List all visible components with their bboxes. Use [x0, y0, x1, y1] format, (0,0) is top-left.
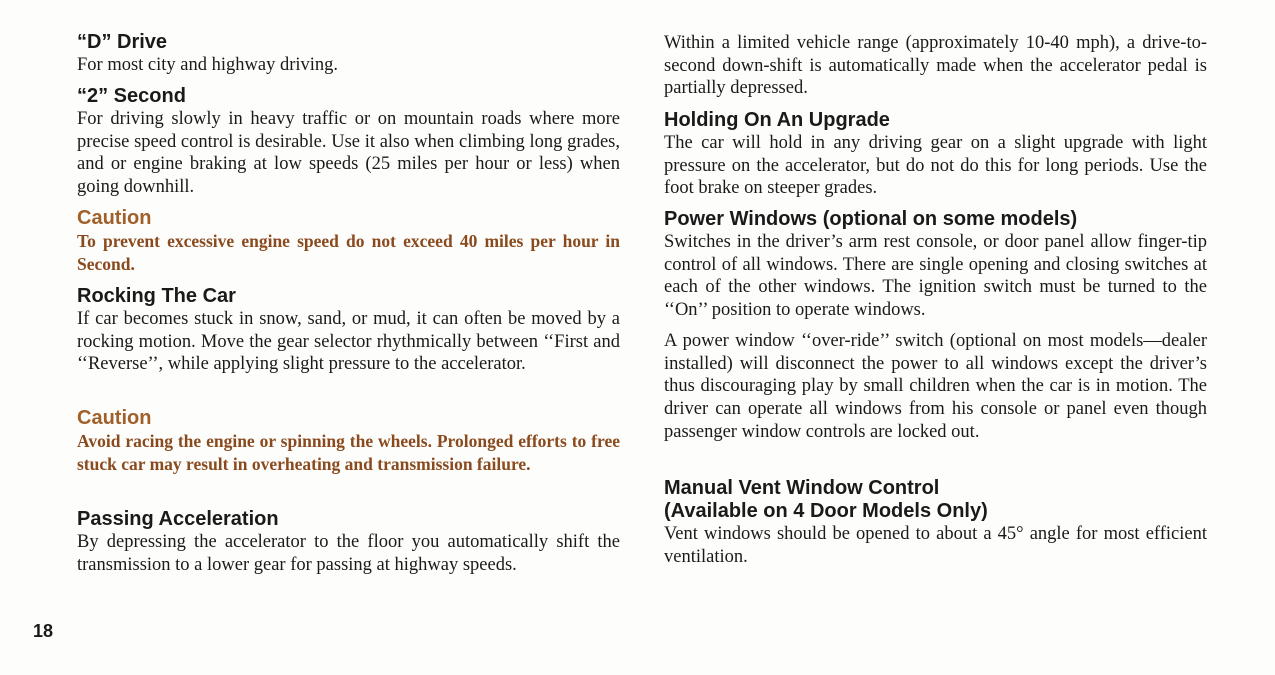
- heading-upgrade: Holding On An Upgrade: [664, 109, 890, 131]
- heading-d-drive: “D” Drive: [77, 31, 168, 53]
- heading-caution: Caution: [77, 407, 152, 429]
- heading-vent-sub: (Available on 4 Door Models Only): [664, 500, 988, 522]
- text-caution: Avoid racing the engine or spinning the wheels. Prolonged efforts to free stuck car may result in overheating and transmission failure.: [77, 431, 620, 474]
- text-upgrade: The car will hold in any driving gear on a slight upgrade with light pressure on the accelerator, but do not do this for long periods. Use the foot brake on steeper grades.: [664, 133, 1207, 199]
- text-intro: Within a limited vehicle range (approximately 10-40 mph), a drive-to-second down-shift is automatically made when the accelerator pedal is partially depressed.: [664, 33, 1207, 99]
- section-vent: [664, 477, 1207, 568]
- section-caution-2: [77, 407, 620, 475]
- heading-power-windows: Power Windows (optional on some models): [664, 208, 1078, 230]
- section-d-drive: [77, 31, 620, 77]
- text-caution: To prevent excessive engine speed do not exceed 40 miles per hour in Second.: [77, 231, 620, 274]
- text-d-drive: For most city and highway driving.: [77, 55, 339, 75]
- text-second: For driving slowly in heavy traffic or on mountain roads where more precise speed control is desirable. Use it also when climbing long grades, and or engine braking at low speeds (25 miles per hour or less) when going downhill.: [77, 109, 620, 198]
- text-power-windows: Switches in the driver’s arm rest console, or door panel allow finger-tip control of all windows. There are single opening and closing switches at each of the other windows. The ignition switch must be turned to the ‘‘On’’ position to operate windows.: [664, 232, 1207, 321]
- text-override: A power window ‘‘over-ride’’ switch (optional on most models—dealer installed) will disconnect the power to all windows except the driver’s thus discouraging play by small children when the car is in motion. The driver can operate all windows from his console or panel even though passenger window controls are locked out.: [664, 330, 1207, 442]
- heading-second: “2” Second: [77, 85, 186, 107]
- section-rocking: [77, 285, 620, 376]
- heading-caution: Caution: [77, 207, 152, 229]
- text-vent: Vent windows should be opened to about a 45° angle for most efficient ventilation.: [664, 524, 1207, 567]
- text-passing: By depressing the accelerator to the floor you automatically shift the transmission to a lower gear for passing at highway speeds.: [77, 532, 620, 575]
- section-upgrade: [664, 109, 1207, 200]
- heading-rocking: Rocking The Car: [77, 285, 236, 307]
- heading-vent: Manual Vent Window Control: [664, 477, 940, 499]
- page-number: 18: [33, 621, 54, 641]
- section-power-windows: [664, 208, 1207, 443]
- text-rocking: If car becomes stuck in snow, sand, or mud, it can often be moved by a rocking motion. Move the gear selector rhythmically between ‘‘First and ‘‘Reverse’’, while applying slight pressure to the accelerator.: [77, 309, 620, 375]
- section-second: [77, 85, 620, 199]
- heading-passing: Passing Acceleration: [77, 508, 279, 530]
- section-intro: [664, 32, 1207, 100]
- section-passing: [77, 508, 620, 576]
- section-caution-1: [77, 207, 620, 275]
